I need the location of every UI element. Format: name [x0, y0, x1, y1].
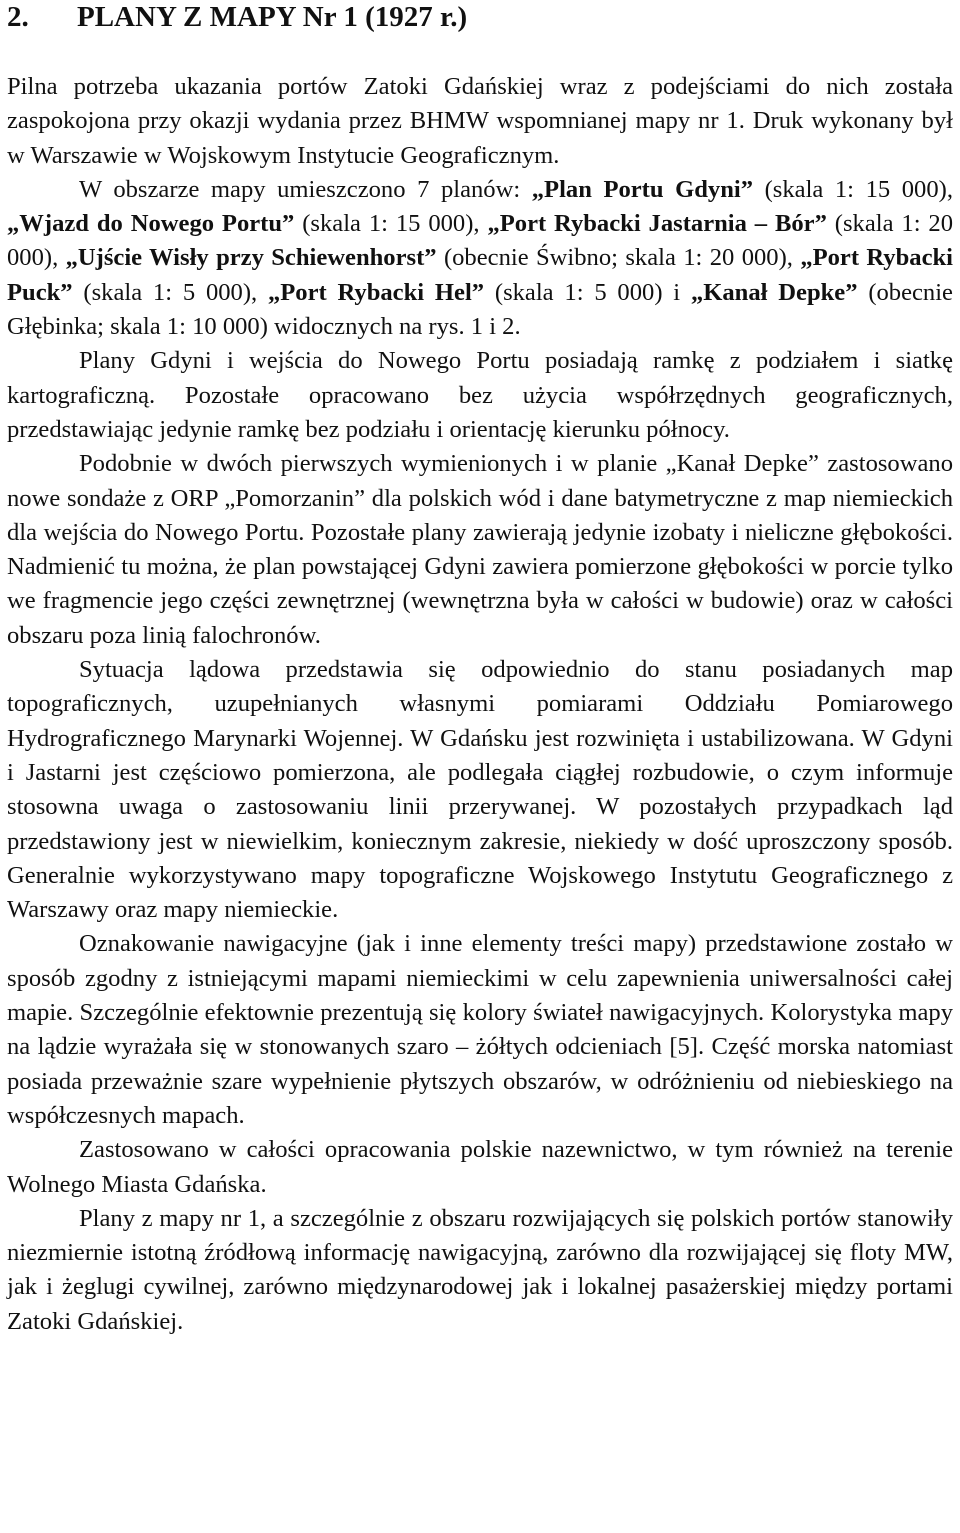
text-run: (skala 1: 20 000),	[7, 210, 954, 272]
text-run: (skala 1: 5 000),	[72, 278, 268, 306]
plan-name-hel: „Port Rybacki Hel”	[267, 278, 485, 306]
paragraph-intro: Pilna potrzeba ukazania portów Zatoki Gdańskiej wraz z podejściami do nich została zaspokojona przy okazji wydania przez BHMW wspomnianej mapy nr 1. Druk wykonany był w Warszawie w Wojskowym Instytucie Geograficznym.	[7, 73, 953, 169]
plan-name-kanal-depke: „Kanał Depke”	[690, 278, 858, 306]
text-run: (obecnie Świbno; skala 1: 20 000),	[436, 244, 801, 272]
section-title: PLANY Z MAPY Nr 1 (1927 r.)	[77, 1, 468, 33]
paragraph-soundings: Podobnie w dwóch pierwszych wymienionych i w planie „Kanał Depke” zastosowano nowe sondaże z ORP „Pomorzanin” dla polskich wód i dane batymetryczne z map niemieckich dla wejścia do Nowego Portu. Pozostałe plany zawierają jedynie izobaty i nieliczne głębokości. Nadmienić tu można, że plan powstającej Gdyni zawiera pomierzone głębokości w porcie tylko we fragmencie jego części zewnętrznej (wewnętrzna była w całości w budowie) oraz w całości obszaru poza linią falochronów.	[7, 450, 953, 649]
text-run: (obecnie Głębinka; skala 1: 10 000) widocznych na rys. 1 i 2.	[7, 278, 953, 341]
plan-name-puck: „Port Rybacki Puck”	[7, 244, 953, 306]
paragraph-plans-list	[7, 173, 953, 344]
section-heading	[7, 0, 953, 34]
text-run: (skala 1: 5 000) i	[484, 278, 691, 306]
plan-name-jastarnia: „Port Rybacki Jastarnia – Bór”	[487, 210, 827, 238]
paragraph-conclusion: Plany z mapy nr 1, a szczególnie z obszaru rozwijających się polskich portów stanowiły niezmiernie istotną źródłową informację nawigacyjną, zarówno dla rozwijającej się floty MW, jak i żeglugi cywilnej, zarówno międzynarodowej jak i lokalnej pasażerskiej między portami Zatoki Gdańskiej.	[7, 1204, 953, 1335]
text-run: (skala 1: 15 000),	[753, 175, 953, 203]
paragraph-nomenclature: Zastosowano w całości opracowania polskie nazewnictwo, w tym również na terenie Wolnego Miasta Gdańska.	[7, 1136, 953, 1198]
paragraph-frames: Plany Gdyni i wejścia do Nowego Portu posiadają ramkę z podziałem i siatkę kartograficzną. Pozostałe opracowano bez użycia współrzędnych geograficznych, przedstawiając jedynie ramkę bez podziału i orientację kierunku północy.	[7, 347, 953, 443]
paragraph-navigation-marks: Oznakowanie nawigacyjne (jak i inne elementy treści mapy) przedstawione zostało w sposób zgodny z istniejącymi mapami niemieckimi w celu zapewnienia uniwersalności całej mapie. Szczególnie efektownie prezentują się kolory świateł nawigacyjnych. Kolorystyka mapy na lądzie wyrażała się w stonowanych szaro – żółtych odcieniach [5]. Część morska natomiast posiada przeważnie szare wypełnienie płytszych obszarów, w odróżnieniu od niebieskiego na współczesnych mapach.	[7, 930, 953, 1129]
section-number: 2.	[7, 1, 29, 33]
paragraph-land-situation: Sytuacja lądowa przedstawia się odpowiednio do stanu posiadanych map topograficznych, uzupełnianych własnymi pomiarami Oddziału Pomiarowego Hydrograficznego Marynarki Wojennej. W Gdańsku jest rozwinięta i ustabilizowana. W Gdyni i Jastarni jest częściowo pomierzona, ale podlegała ciągłej rozbudowie, o czym informuje stosowna uwaga o zastosowaniu linii przerywanej. W pozostałych przypadkach ląd przedstawiony jest w niewielkim, koniecznym zakresie, niekiedy w dość uproszczony sposób. Generalnie wykorzystywano mapy topograficzne Wojskowego Instytutu Geograficznego z Warszawy oraz mapy niemieckie.	[7, 656, 953, 924]
plan-name-ujscie-wisly: „Ujście Wisły przy Schiewenhorst”	[65, 244, 437, 272]
plan-name-gdynia: „Plan Portu Gdyni”	[531, 175, 754, 203]
text-run: (skala 1: 15 000),	[294, 210, 488, 238]
plan-name-nowy-port: „Wjazd do Nowego Portu”	[7, 210, 295, 238]
text-run: W obszarze mapy umieszczono 7 planów:	[79, 175, 532, 203]
